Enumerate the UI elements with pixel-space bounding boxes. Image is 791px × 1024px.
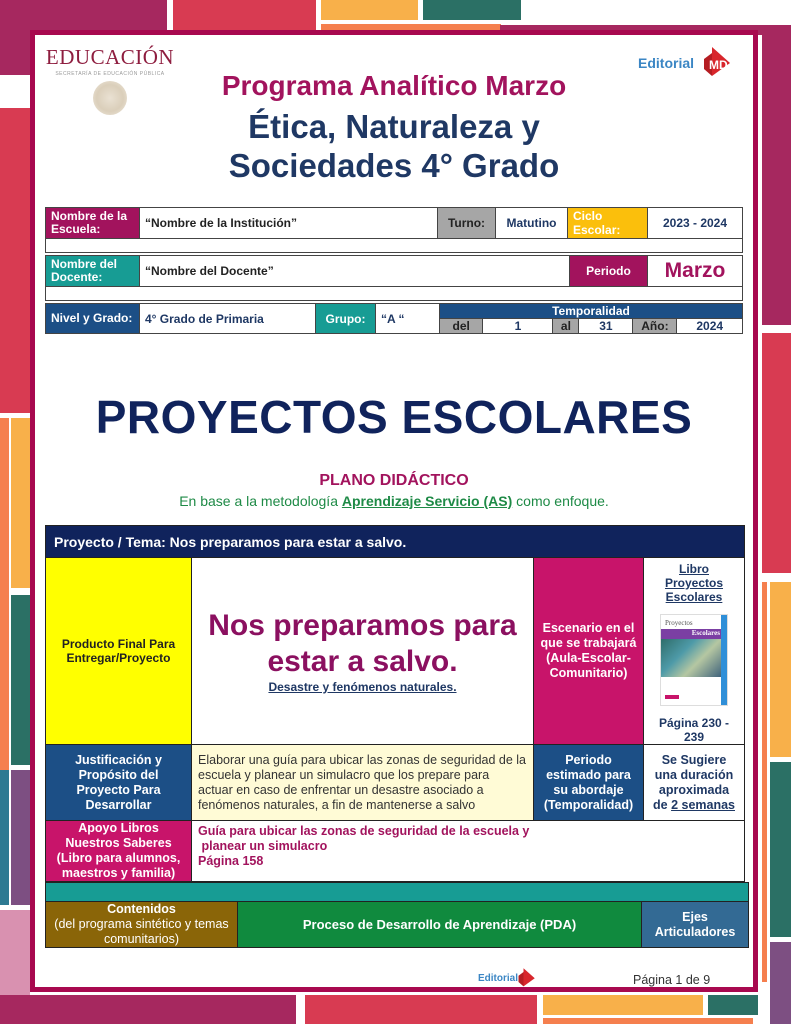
- bg-tile: [305, 995, 537, 1024]
- methodology-link[interactable]: Aprendizaje Servicio (AS): [341, 493, 513, 509]
- grade-info-table: [45, 303, 743, 334]
- spacer-row: [46, 287, 743, 301]
- document-page: [30, 30, 758, 992]
- docente-value[interactable]: “Nombre del Docente”: [140, 256, 570, 287]
- bg-tile: [543, 1018, 753, 1024]
- turno-value[interactable]: Matutino: [496, 208, 568, 239]
- bg-tile: [0, 770, 9, 905]
- pda-header: Proceso de Desarrollo de Aprendizaje (PDA): [238, 902, 642, 948]
- book-pages: Página 230 - 239: [658, 716, 730, 744]
- al-label: al: [553, 319, 579, 334]
- contenidos-subtitle: (del programa sintético y temas comunitarios): [54, 917, 229, 946]
- footer-editorial-logo: [478, 963, 538, 991]
- subject-title-line2: Sociedades 4° Grado: [228, 147, 560, 184]
- bg-tile: [762, 333, 791, 573]
- sep-logo-subtitle: SECRETARÍA DE EDUCACIÓN PÚBLICA: [55, 71, 165, 77]
- escuela-value[interactable]: “Nombre de la Institución”: [140, 208, 438, 239]
- bg-tile: [321, 0, 418, 20]
- anio-label: Año:: [633, 319, 677, 334]
- ejes-header: Ejes Articuladores: [642, 902, 749, 948]
- bg-tile: [11, 595, 30, 765]
- escuela-label: Nombre de la Escuela:: [46, 208, 140, 239]
- duration-value[interactable]: 2 semanas: [671, 797, 735, 812]
- nivel-label: Nivel y Grado:: [46, 304, 140, 334]
- bg-tile: [543, 995, 703, 1015]
- ciclo-value[interactable]: 2023 - 2024: [648, 208, 743, 239]
- al-value[interactable]: 31: [579, 319, 633, 334]
- bg-tile: [708, 995, 758, 1015]
- duration-prefix: Se Sugiere una duración aproximada de: [653, 752, 734, 812]
- footer-logo-text: Editorial: [478, 973, 519, 984]
- ciclo-label: Ciclo Escolar:: [568, 208, 648, 239]
- teal-divider-bar: [46, 883, 749, 902]
- book-cover-title: Proyectos: [665, 619, 693, 627]
- project-topic-line2: estar a salvo.: [267, 645, 458, 678]
- subject-title: [35, 107, 753, 185]
- teacher-info-table: [45, 255, 743, 301]
- bg-tile: [770, 942, 791, 1024]
- del-label: del: [440, 319, 483, 334]
- escenario-label: Escenario en el que se trabajará (Aula-Escolar-Comunitario): [534, 558, 644, 745]
- book-cell: [644, 558, 745, 745]
- bg-tile: [770, 582, 791, 757]
- book-title-line3[interactable]: Escolares: [665, 590, 723, 604]
- bg-tile: [423, 0, 521, 20]
- apoyo-libros-label: Apoyo Libros Nuestros Saberes (Libro para alumnos, maestros y familia): [46, 821, 192, 882]
- book-cover-spine: [721, 615, 727, 706]
- grupo-label: Grupo:: [316, 304, 376, 334]
- subject-title-line1: Ética, Naturaleza y: [248, 108, 540, 145]
- methodology-suffix: como enfoque.: [512, 493, 609, 509]
- plano-didactico-heading: PLANO DIDÁCTICO: [319, 472, 469, 489]
- bg-tile: [0, 418, 9, 821]
- bg-tile: [770, 762, 791, 937]
- editorial-logo-text: Editorial: [638, 55, 695, 71]
- project-header: Proyecto / Tema: Nos preparamos para estar a salvo.: [46, 526, 745, 558]
- book-cover-sep-mark: [665, 695, 679, 699]
- book-title-line1[interactable]: Libro: [679, 562, 709, 576]
- producto-final-label: Producto Final Para Entregar/Proyecto: [46, 558, 192, 745]
- anio-value[interactable]: 2024: [677, 319, 743, 334]
- book-cover-art: [661, 639, 723, 677]
- apoyo-line2: planear un simulacro: [198, 839, 328, 853]
- justificacion-text: Elaborar una guía para ubicar las zonas de seguridad de la escuela y planear un simulacro que los prepare para actuar en caso de enfrentar un desastre asociado a fenómenos naturales, a fin de mantenerse a salvo: [192, 745, 534, 821]
- apoyo-libros-text: [192, 821, 745, 882]
- periodo-label: Periodo: [570, 256, 648, 287]
- page-number: Página 1 de 9: [633, 973, 711, 987]
- project-table: [45, 525, 745, 882]
- book-cover-band: Escolares: [661, 629, 723, 639]
- project-subtopic-link[interactable]: Desastre y fenómenos naturales.: [268, 680, 457, 694]
- spacer-row: [46, 239, 743, 253]
- duration-suggestion: [644, 745, 745, 821]
- md-logo-icon: [516, 965, 536, 989]
- temporalidad-label: Temporalidad: [440, 304, 743, 319]
- sep-logo-word: EDUCACIÓN: [45, 45, 175, 69]
- apoyo-line1: Guía para ubicar las zonas de seguridad de la escuela y: [198, 824, 530, 838]
- bg-tile: [762, 35, 791, 325]
- bg-tile: [0, 995, 296, 1024]
- contenidos-header: [46, 902, 238, 948]
- section-title: PROYECTOS ESCOLARES: [95, 391, 693, 443]
- periodo-estimado-label: Periodo estimado para su abordaje (Temporalidad): [534, 745, 644, 821]
- bg-tile: [0, 910, 30, 995]
- project-topic-cell: [192, 558, 534, 745]
- bg-tile: [11, 770, 30, 905]
- bg-tile: [173, 0, 316, 30]
- periodo-value[interactable]: Marzo: [648, 256, 743, 287]
- school-info-table: [45, 207, 743, 253]
- bg-tile: [762, 582, 767, 982]
- bg-tile: [0, 40, 30, 75]
- bg-tile: [0, 108, 30, 413]
- methodology-line: [35, 493, 753, 509]
- book-title-line2[interactable]: Proyectos: [664, 576, 724, 590]
- turno-label: Turno:: [438, 208, 496, 239]
- contenidos-title: Contenidos: [107, 902, 176, 916]
- project-topic-line1: Nos preparamos para: [208, 609, 517, 642]
- justificacion-label: Justificación y Propósito del Proyecto Para Desarrollar: [46, 745, 192, 821]
- methodology-prefix: En base a la metodología: [179, 493, 342, 509]
- book-cover-image: [660, 614, 728, 706]
- del-value[interactable]: 1: [483, 319, 553, 334]
- nivel-value[interactable]: 4° Grado de Primaria: [140, 304, 316, 334]
- docente-label: Nombre del Docente:: [46, 256, 140, 287]
- bg-tile: [11, 418, 30, 588]
- svg-text:MD: MD: [709, 58, 728, 72]
- program-title: Programa Analítico Marzo: [221, 70, 567, 101]
- grupo-value[interactable]: “A “: [376, 304, 440, 334]
- contents-header-table: [45, 882, 749, 948]
- apoyo-line3: Página 158: [198, 854, 264, 868]
